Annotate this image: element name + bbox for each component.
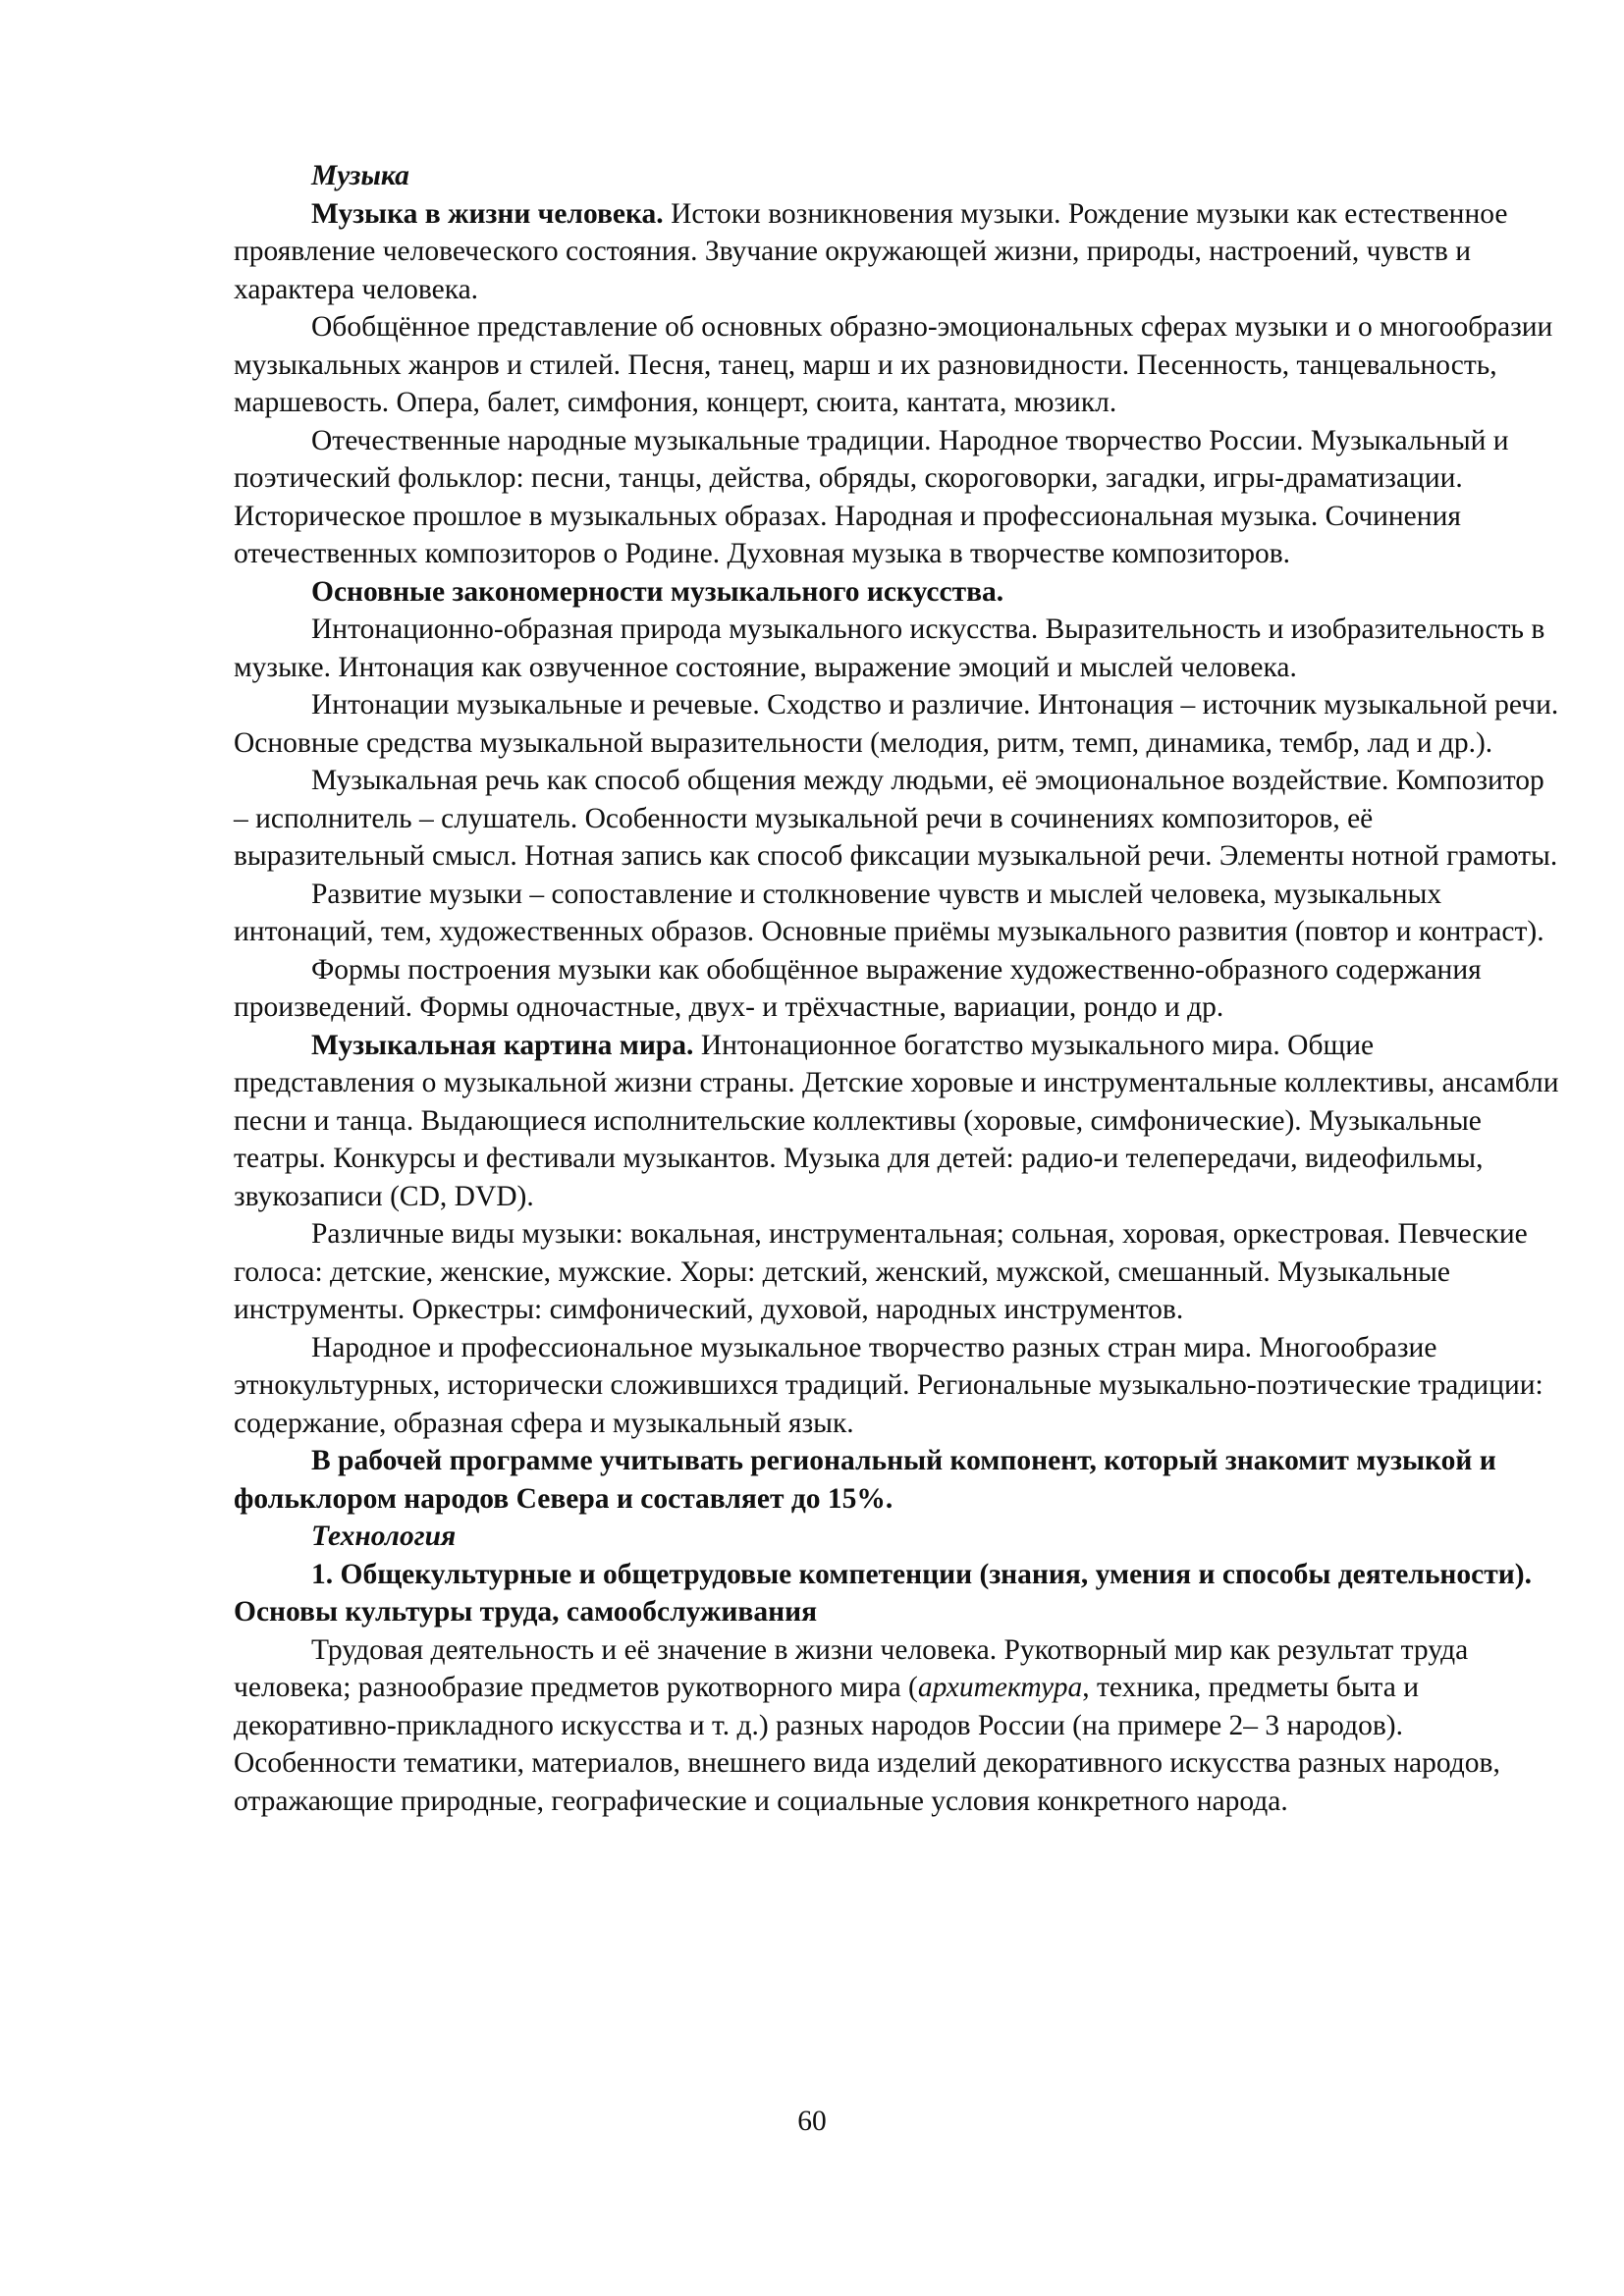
genres-paragraph: Обобщённое представление об основных образно-эмоциональных сферах музыки и о многообразии музыкальных жанров и стилей. Песня, танец, марш и их разновидности. Песенность, танцевальность, маршевость. Опера, балет, симфония, концерт, сюита, кантата, мюзикл. <box>234 311 1553 418</box>
music-in-life-text: Истоки возникновения музыки. Рождение музыки как естественное проявление человеческого состояния. Звучание окружающей жизни, природы, настроений, чувств и характера человека. <box>234 197 1508 305</box>
page-number: 60 <box>797 2106 827 2137</box>
folk-traditions-paragraph: Отечественные народные музыкальные традиции. Народное творчество России. Музыкальный и поэтический фольклор: песни, танцы, действа, обряды, скороговорки, загадки, игры-драматизации. Историческое прошлое в музыкальных образах. Народная и профессиональная музыка. Сочинения отечественных композиторов о Родине. Духовная музыка в творчестве композиторов. <box>234 424 1509 569</box>
world-music-paragraph: Народное и профессиональное музыкальное творчество разных стран мира. Многообразие этнокультурных, исторически сложившихся традиций. Региональные музыкально-поэтические традиции: содержание, образная сфера и музыкальный язык. <box>234 1331 1543 1439</box>
labor-activity-paragraph <box>234 1631 1561 1821</box>
music-world-paragraph <box>234 1027 1561 1216</box>
music-kinds-paragraph: Различные виды музыки: вокальная, инструментальная; сольная, хоровая, оркестровая. Певческие голоса: детские, женские, мужские. Хоры: детский, женский, мужской, смешанный. Музыкальные инструменты. Оркестры: симфонический, духовой, народных инструментов. <box>234 1218 1528 1325</box>
music-forms-paragraph: Формы построения музыки как обобщённое выражение художественно-образного содержания произведений. Формы одночастные, двух- и трёхчастные, вариации, рондо и др. <box>234 953 1482 1023</box>
music-section-title: Музыка <box>311 160 409 191</box>
document-page <box>234 157 1561 1820</box>
regional-component-note: В рабочей программе учитывать региональный компонент, который знакомит музыкой и фольклором народов Севера и составляет до 15%. <box>234 1445 1496 1515</box>
technology-competencies-heading: 1. Общекультурные и общетрудовые компетенции (знания, умения и способы деятельности). Основы культуры труда, самообслуживания <box>234 1558 1532 1628</box>
labor-activity-text-end: , техника, предметы быта и декоративно-прикладного искусства и т. д.) разных народов России (на примере 2– 3 народов). Особенности тематики, материалов, внешнего вида изделий декоративного искусства разных народов, отражающие природные, географические и социальные условия конкретного народа. <box>234 1672 1500 1817</box>
music-in-life-lead: Музыка в жизни человека. <box>311 197 664 230</box>
architecture-term: архитектура <box>917 1672 1083 1703</box>
music-laws-heading: Основные закономерности музыкального искусства. <box>311 575 1004 608</box>
intonation-speech-paragraph: Интонации музыкальные и речевые. Сходство и различие. Интонация – источник музыкальной речи. Основные средства музыкальной выразительности (мелодия, ритм, темп, динамика, тембр, лад и др.). <box>234 689 1559 759</box>
music-world-lead: Музыкальная картина мира. <box>311 1029 694 1061</box>
labor-activity-text-start: Трудовая деятельность и её значение в жизни человека. Рукотворный мир как результат труда человека; разнообразие предметов рукотворного мира ( <box>234 1633 1469 1703</box>
musical-speech-paragraph: Музыкальная речь как способ общения между людьми, её эмоциональное воздействие. Композитор – исполнитель – слушатель. Особенности музыкальной речи в сочинениях композиторов, её выразительный смысл. Нотная запись как способ фиксации музыкальной речи. Элементы нотной грамоты. <box>234 765 1558 872</box>
music-in-life-paragraph <box>234 195 1561 309</box>
intonation-nature-paragraph: Интонационно-образная природа музыкального искусства. Выразительность и изобразительность в музыке. Интонация как озвученное состояние, выражение эмоций и мыслей человека. <box>234 614 1545 683</box>
music-development-paragraph: Развитие музыки – сопоставление и столкновение чувств и мыслей человека, музыкальных интонаций, тем, художественных образов. Основные приёмы музыкального развития (повтор и контраст). <box>234 878 1544 947</box>
music-world-text: Интонационное богатство музыкального мира. Общие представления о музыкальной жизни страны. Детские хоровые и инструментальные коллективы, ансамбли песни и танца. Выдающиеся исполнительские коллективы (хоровые, симфонические). Музыкальные театры. Конкурсы и фестивали музыкантов. Музыка для детей: радио-и телепередачи, видеофильмы, звукозаписи (CD, DVD). <box>234 1029 1559 1212</box>
technology-section-title: Технология <box>311 1521 457 1552</box>
